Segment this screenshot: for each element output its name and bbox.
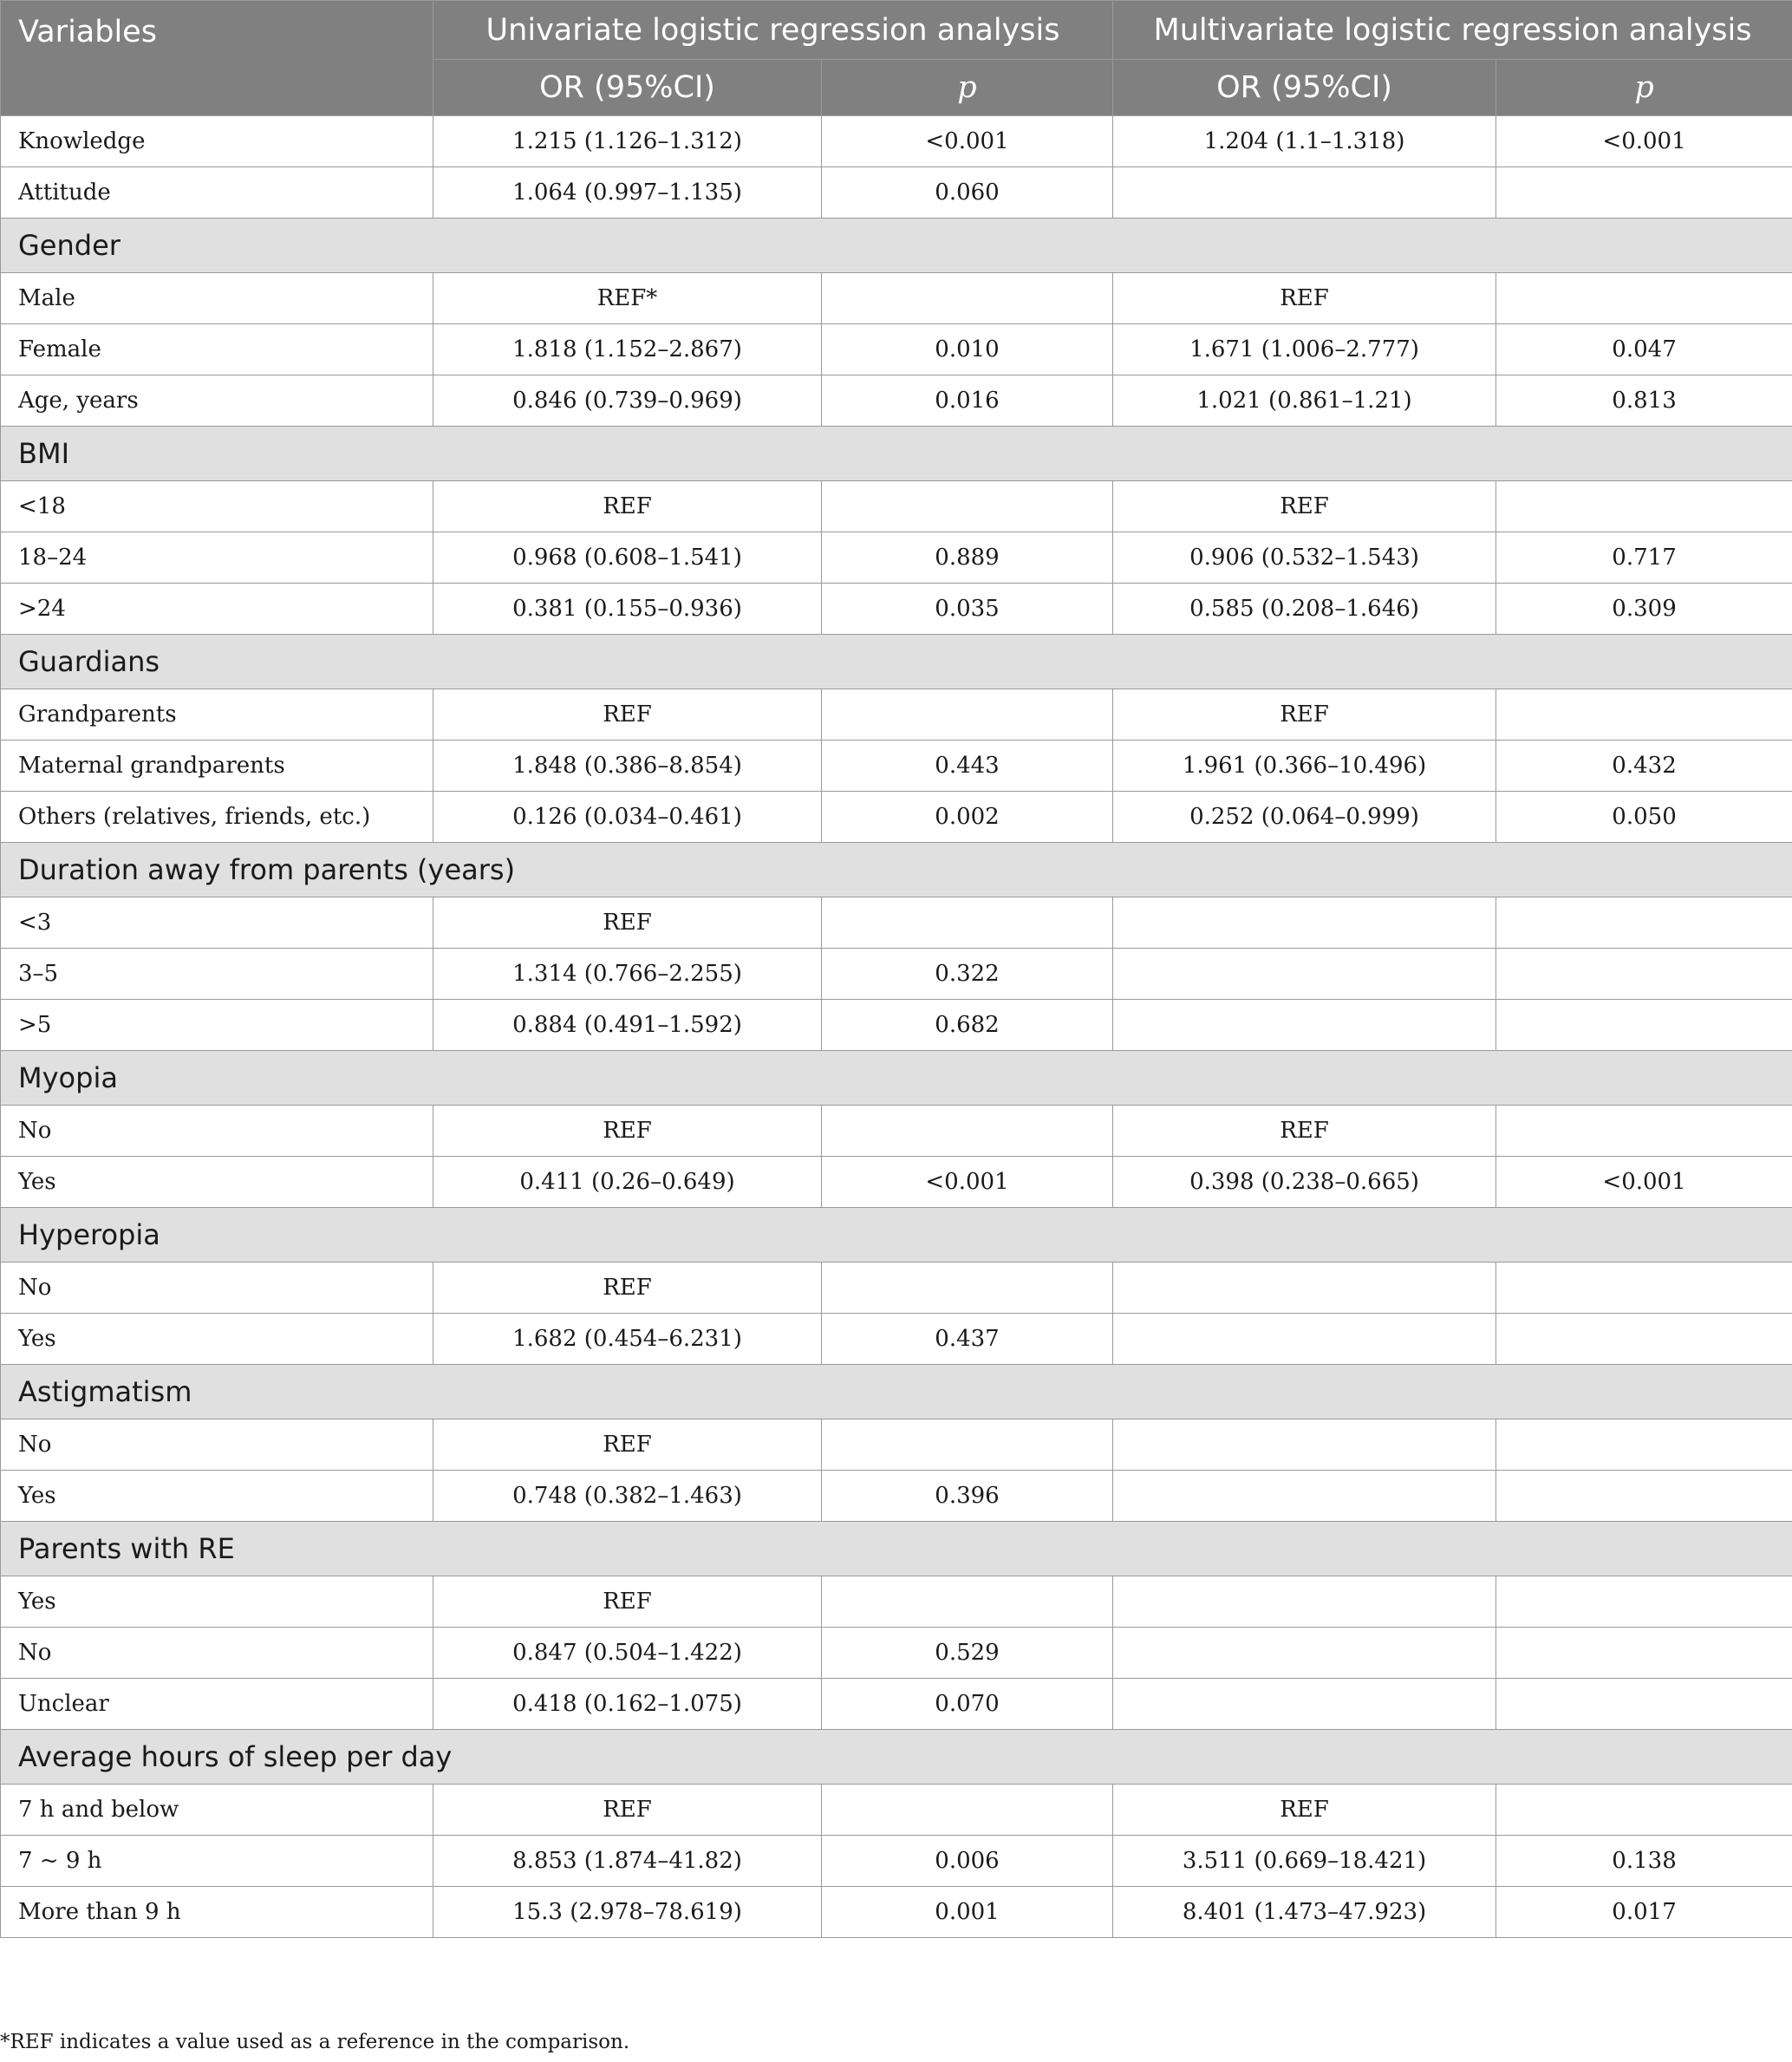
group-header-row xyxy=(1,427,1792,481)
multivariate-or-cell xyxy=(1113,1000,1496,1051)
row-label: No xyxy=(1,1106,433,1157)
multivariate-p-cell xyxy=(1496,897,1792,949)
multivariate-p-cell xyxy=(1496,1576,1792,1628)
multivariate-p-cell xyxy=(1496,1314,1792,1365)
table-row xyxy=(1,1106,1792,1157)
table-body xyxy=(1,116,1792,1938)
footnote: *REF indicates a value used as a reference in the comparison. xyxy=(0,2031,630,2053)
header-uni-or: OR (95%CI) xyxy=(433,60,822,116)
multivariate-p-cell xyxy=(1496,689,1792,741)
table-row xyxy=(1,1157,1792,1208)
table-row xyxy=(1,1576,1792,1628)
multivariate-or-cell xyxy=(1113,1576,1496,1628)
univariate-p-cell xyxy=(822,1106,1113,1157)
multivariate-p-cell xyxy=(1496,1679,1792,1730)
univariate-or-cell: 15.3 (2.978–78.619) xyxy=(433,1887,822,1938)
row-label: 7 h and below xyxy=(1,1785,433,1836)
univariate-p-cell xyxy=(822,897,1113,949)
row-label: Knowledge xyxy=(1,116,433,167)
table-row xyxy=(1,741,1792,792)
row-label: No xyxy=(1,1419,433,1471)
table-row xyxy=(1,532,1792,584)
table-row xyxy=(1,375,1792,427)
row-label: >5 xyxy=(1,1000,433,1051)
univariate-p-cell: 0.529 xyxy=(822,1628,1113,1679)
univariate-or-cell: 1.215 (1.126–1.312) xyxy=(433,116,822,167)
table-row xyxy=(1,167,1792,219)
table-row xyxy=(1,1000,1792,1051)
multivariate-or-cell xyxy=(1113,897,1496,949)
multivariate-or-cell: 1.204 (1.1–1.318) xyxy=(1113,116,1496,167)
multivariate-p-cell xyxy=(1496,273,1792,324)
table-header xyxy=(1,1,1792,116)
row-label: 7 ~ 9 h xyxy=(1,1836,433,1887)
multivariate-p-cell xyxy=(1496,1000,1792,1051)
table-row xyxy=(1,481,1792,532)
group-header-row xyxy=(1,1730,1792,1785)
univariate-or-cell: 1.818 (1.152–2.867) xyxy=(433,324,822,375)
univariate-p-cell xyxy=(822,273,1113,324)
group-header-row xyxy=(1,1051,1792,1106)
univariate-or-cell: REF xyxy=(433,1263,822,1314)
multivariate-p-cell: 0.717 xyxy=(1496,532,1792,584)
multivariate-p-cell xyxy=(1496,1471,1792,1522)
multivariate-or-cell: REF xyxy=(1113,273,1496,324)
univariate-p-cell: 0.322 xyxy=(822,949,1113,1000)
multivariate-or-cell: 8.401 (1.473–47.923) xyxy=(1113,1887,1496,1938)
header-multivariate: Multivariate logistic regression analysis xyxy=(1113,1,1792,60)
group-header-row xyxy=(1,843,1792,897)
table-row xyxy=(1,584,1792,635)
table-row xyxy=(1,1419,1792,1471)
multivariate-or-cell: REF xyxy=(1113,1785,1496,1836)
row-label: <3 xyxy=(1,897,433,949)
row-label: More than 9 h xyxy=(1,1887,433,1938)
header-multi-or: OR (95%CI) xyxy=(1113,60,1496,116)
univariate-or-cell: 0.884 (0.491–1.592) xyxy=(433,1000,822,1051)
row-label: Unclear xyxy=(1,1679,433,1730)
group-header-row xyxy=(1,219,1792,273)
multivariate-or-cell: 1.671 (1.006–2.777) xyxy=(1113,324,1496,375)
multivariate-or-cell xyxy=(1113,1314,1496,1365)
univariate-p-cell: 0.437 xyxy=(822,1314,1113,1365)
group-header-row xyxy=(1,1365,1792,1419)
univariate-or-cell: REF xyxy=(433,1785,822,1836)
univariate-or-cell: 8.853 (1.874–41.82) xyxy=(433,1836,822,1887)
univariate-or-cell: REF xyxy=(433,1106,822,1157)
univariate-or-cell: 1.064 (0.997–1.135) xyxy=(433,167,822,219)
multivariate-or-cell: REF xyxy=(1113,1106,1496,1157)
table-row xyxy=(1,949,1792,1000)
group-label: Myopia xyxy=(1,1051,1792,1106)
univariate-p-cell xyxy=(822,1419,1113,1471)
group-label: BMI xyxy=(1,427,1792,481)
univariate-or-cell: 0.968 (0.608–1.541) xyxy=(433,532,822,584)
row-label: No xyxy=(1,1263,433,1314)
multivariate-or-cell xyxy=(1113,1419,1496,1471)
multivariate-p-cell: 0.050 xyxy=(1496,792,1792,843)
multivariate-or-cell xyxy=(1113,1628,1496,1679)
table-row xyxy=(1,1887,1792,1938)
row-label: 3–5 xyxy=(1,949,433,1000)
row-label: >24 xyxy=(1,584,433,635)
univariate-p-cell: 0.070 xyxy=(822,1679,1113,1730)
row-label: Male xyxy=(1,273,433,324)
univariate-or-cell: REF xyxy=(433,1576,822,1628)
multivariate-or-cell: 3.511 (0.669–18.421) xyxy=(1113,1836,1496,1887)
univariate-p-cell xyxy=(822,481,1113,532)
multivariate-p-cell: 0.432 xyxy=(1496,741,1792,792)
multivariate-p-cell xyxy=(1496,1106,1792,1157)
table-row xyxy=(1,689,1792,741)
multivariate-p-cell xyxy=(1496,1419,1792,1471)
row-label: <18 xyxy=(1,481,433,532)
univariate-p-cell: 0.010 xyxy=(822,324,1113,375)
multivariate-p-cell: <0.001 xyxy=(1496,1157,1792,1208)
table-row xyxy=(1,1314,1792,1365)
group-header-row xyxy=(1,635,1792,689)
row-label: Grandparents xyxy=(1,689,433,741)
univariate-p-cell: 0.016 xyxy=(822,375,1113,427)
row-label: Yes xyxy=(1,1157,433,1208)
univariate-p-cell: <0.001 xyxy=(822,116,1113,167)
univariate-p-cell: 0.060 xyxy=(822,167,1113,219)
univariate-or-cell: 0.126 (0.034–0.461) xyxy=(433,792,822,843)
multivariate-or-cell: 0.252 (0.064–0.999) xyxy=(1113,792,1496,843)
univariate-or-cell: 0.411 (0.26–0.649) xyxy=(433,1157,822,1208)
multivariate-p-cell xyxy=(1496,1263,1792,1314)
multivariate-or-cell xyxy=(1113,949,1496,1000)
row-label: Others (relatives, friends, etc.) xyxy=(1,792,433,843)
univariate-p-cell xyxy=(822,1263,1113,1314)
univariate-or-cell: 0.418 (0.162–1.075) xyxy=(433,1679,822,1730)
univariate-p-cell: 0.889 xyxy=(822,532,1113,584)
table-row xyxy=(1,1785,1792,1836)
multivariate-or-cell xyxy=(1113,1471,1496,1522)
univariate-p-cell: 0.682 xyxy=(822,1000,1113,1051)
row-label: Age, years xyxy=(1,375,433,427)
multivariate-p-cell: 0.017 xyxy=(1496,1887,1792,1938)
header-multi-p: p xyxy=(1496,60,1792,116)
table-row xyxy=(1,1263,1792,1314)
table-row xyxy=(1,116,1792,167)
group-label: Guardians xyxy=(1,635,1792,689)
univariate-p-cell: 0.001 xyxy=(822,1887,1113,1938)
univariate-or-cell: 0.847 (0.504–1.422) xyxy=(433,1628,822,1679)
group-header-row xyxy=(1,1522,1792,1576)
multivariate-p-cell xyxy=(1496,167,1792,219)
univariate-p-cell: <0.001 xyxy=(822,1157,1113,1208)
multivariate-or-cell: REF xyxy=(1113,481,1496,532)
univariate-p-cell: 0.443 xyxy=(822,741,1113,792)
row-label: 18–24 xyxy=(1,532,433,584)
univariate-p-cell: 0.002 xyxy=(822,792,1113,843)
multivariate-p-cell xyxy=(1496,1628,1792,1679)
row-label: Female xyxy=(1,324,433,375)
group-label: Astigmatism xyxy=(1,1365,1792,1419)
group-label: Hyperopia xyxy=(1,1208,1792,1263)
table-row xyxy=(1,897,1792,949)
multivariate-or-cell: 1.961 (0.366–10.496) xyxy=(1113,741,1496,792)
univariate-or-cell: REF* xyxy=(433,273,822,324)
univariate-or-cell: REF xyxy=(433,897,822,949)
group-label: Gender xyxy=(1,219,1792,273)
table-row xyxy=(1,1628,1792,1679)
group-label: Average hours of sleep per day xyxy=(1,1730,1792,1785)
header-uni-p: p xyxy=(822,60,1113,116)
univariate-or-cell: 1.314 (0.766–2.255) xyxy=(433,949,822,1000)
table-row xyxy=(1,1471,1792,1522)
multivariate-or-cell xyxy=(1113,1263,1496,1314)
multivariate-p-cell: 0.813 xyxy=(1496,375,1792,427)
header-row-1 xyxy=(1,1,1792,60)
row-label: Maternal grandparents xyxy=(1,741,433,792)
univariate-or-cell: 0.381 (0.155–0.936) xyxy=(433,584,822,635)
multivariate-p-cell: 0.309 xyxy=(1496,584,1792,635)
row-label: Yes xyxy=(1,1576,433,1628)
univariate-or-cell: REF xyxy=(433,1419,822,1471)
multivariate-p-cell: <0.001 xyxy=(1496,116,1792,167)
row-label: No xyxy=(1,1628,433,1679)
table-row xyxy=(1,273,1792,324)
table-row xyxy=(1,792,1792,843)
univariate-or-cell: REF xyxy=(433,481,822,532)
multivariate-p-cell xyxy=(1496,481,1792,532)
univariate-p-cell: 0.396 xyxy=(822,1471,1113,1522)
row-label: Yes xyxy=(1,1471,433,1522)
multivariate-p-cell: 0.047 xyxy=(1496,324,1792,375)
univariate-or-cell: REF xyxy=(433,689,822,741)
univariate-p-cell xyxy=(822,1785,1113,1836)
row-label: Yes xyxy=(1,1314,433,1365)
multivariate-or-cell: 0.585 (0.208–1.646) xyxy=(1113,584,1496,635)
multivariate-or-cell: REF xyxy=(1113,689,1496,741)
multivariate-p-cell xyxy=(1496,1785,1792,1836)
multivariate-p-cell: 0.138 xyxy=(1496,1836,1792,1887)
group-label: Duration away from parents (years) xyxy=(1,843,1792,897)
multivariate-or-cell: 1.021 (0.861–1.21) xyxy=(1113,375,1496,427)
table-row xyxy=(1,1679,1792,1730)
multivariate-or-cell: 0.398 (0.238–0.665) xyxy=(1113,1157,1496,1208)
multivariate-or-cell xyxy=(1113,1679,1496,1730)
group-header-row xyxy=(1,1208,1792,1263)
univariate-p-cell: 0.035 xyxy=(822,584,1113,635)
univariate-p-cell: 0.006 xyxy=(822,1836,1113,1887)
univariate-or-cell: 1.848 (0.386–8.854) xyxy=(433,741,822,792)
table-row xyxy=(1,324,1792,375)
group-label: Parents with RE xyxy=(1,1522,1792,1576)
table-row xyxy=(1,1836,1792,1887)
multivariate-p-cell xyxy=(1496,949,1792,1000)
multivariate-or-cell xyxy=(1113,167,1496,219)
univariate-or-cell: 1.682 (0.454–6.231) xyxy=(433,1314,822,1365)
header-univariate: Univariate logistic regression analysis xyxy=(433,1,1113,60)
header-variables: Variables xyxy=(1,1,433,116)
univariate-or-cell: 0.748 (0.382–1.463) xyxy=(433,1471,822,1522)
row-label: Attitude xyxy=(1,167,433,219)
univariate-or-cell: 0.846 (0.739–0.969) xyxy=(433,375,822,427)
univariate-p-cell xyxy=(822,689,1113,741)
univariate-p-cell xyxy=(822,1576,1113,1628)
multivariate-or-cell: 0.906 (0.532–1.543) xyxy=(1113,532,1496,584)
